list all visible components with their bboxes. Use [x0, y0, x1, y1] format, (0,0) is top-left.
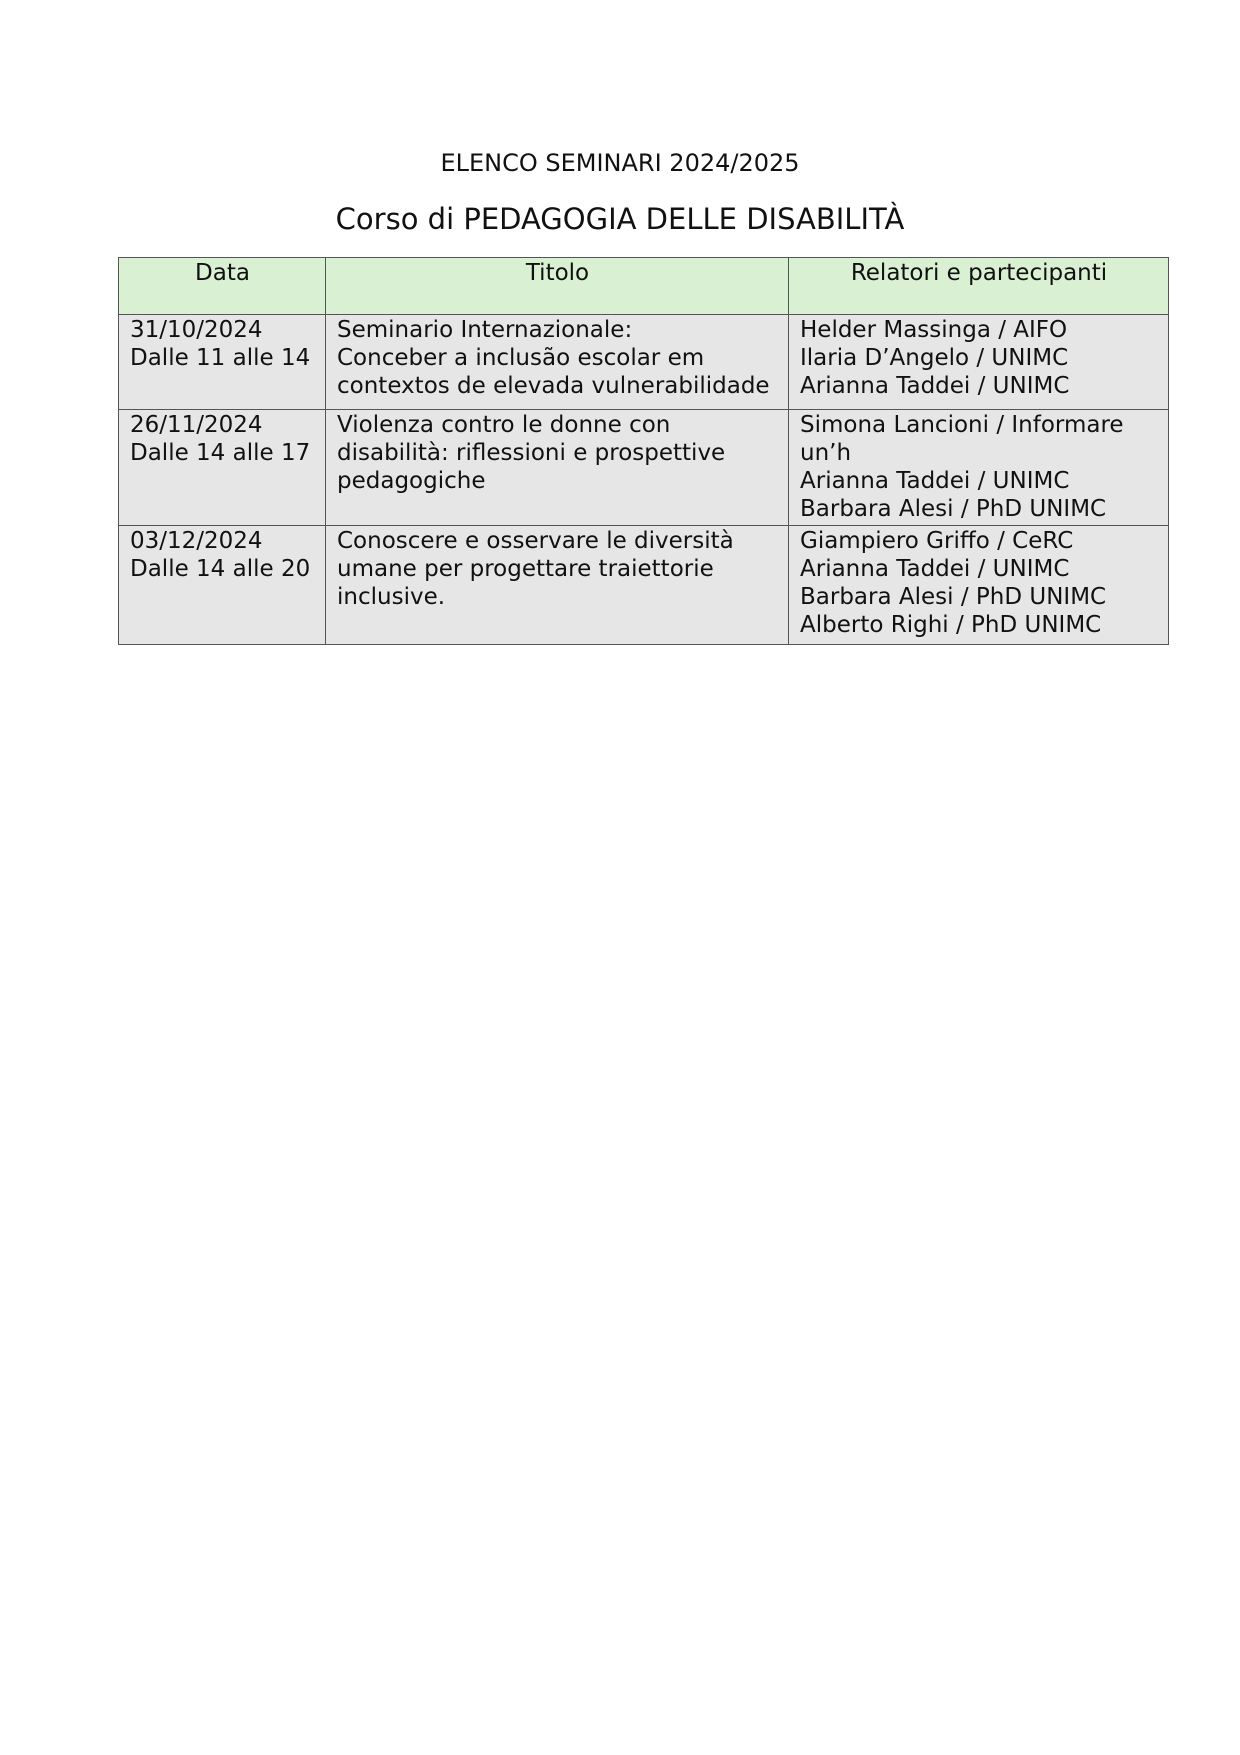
speaker: Barbara Alesi / PhD UNIMC: [800, 584, 1107, 610]
title-cell: [326, 526, 789, 645]
seminar-title-line: Violenza contro le donne con: [337, 412, 671, 438]
speaker: Arianna Taddei / UNIMC: [800, 556, 1070, 582]
table-row: [119, 410, 1169, 526]
speaker: Arianna Taddei / UNIMC: [800, 468, 1070, 494]
seminar-title-line: pedagogiche: [337, 468, 486, 494]
speaker: Alberto Righi / PhD UNIMC: [800, 612, 1102, 638]
seminar-time: Dalle 14 alle 17: [130, 440, 311, 466]
speaker: Helder Massinga / AIFO: [800, 317, 1068, 343]
table-header-row: [119, 258, 1169, 315]
seminar-title-line: inclusive.: [337, 584, 446, 610]
seminar-time: Dalle 11 alle 14: [130, 345, 311, 371]
seminar-title-line: Seminario Internazionale:: [337, 317, 633, 343]
seminar-title-line: Conceber a inclusão escolar em: [337, 345, 705, 371]
seminar-title-line: disabilità: riflessioni e prospettive: [337, 440, 726, 466]
date-cell: [119, 526, 326, 645]
speakers-cell: [789, 526, 1169, 645]
speaker: Ilaria D’Angelo / UNIMC: [800, 345, 1069, 371]
speakers-cell: [789, 315, 1169, 410]
seminar-date: 26/11/2024: [130, 412, 263, 438]
speaker: Giampiero Griffo / CeRC: [800, 528, 1074, 554]
speaker: Simona Lancioni / Informare un’h: [800, 412, 1124, 466]
speaker: Arianna Taddei / UNIMC: [800, 373, 1070, 399]
date-cell: [119, 315, 326, 410]
seminar-title-line: umane per progettare traiettorie: [337, 556, 714, 582]
column-header-titolo: Titolo: [326, 258, 789, 315]
title-cell: [326, 315, 789, 410]
table-row: [119, 526, 1169, 645]
date-cell: [119, 410, 326, 526]
seminar-table: [118, 257, 1169, 645]
seminar-time: Dalle 14 alle 20: [130, 556, 311, 582]
title-cell: [326, 410, 789, 526]
column-header-relatori: Relatori e partecipanti: [789, 258, 1169, 315]
document-title: ELENCO SEMINARI 2024/2025: [440, 149, 800, 177]
seminar-title-line: contextos de elevada vulnerabilidade: [337, 373, 770, 399]
table-row: [119, 315, 1169, 410]
speakers-cell: [789, 410, 1169, 526]
column-header-data: Data: [119, 258, 326, 315]
seminar-date: 03/12/2024: [130, 528, 263, 554]
seminar-title-line: Conoscere e osservare le diversità: [337, 528, 734, 554]
speaker: Barbara Alesi / PhD UNIMC: [800, 496, 1107, 522]
course-title: Corso di PEDAGOGIA DELLE DISABILITÀ: [335, 202, 905, 236]
seminar-date: 31/10/2024: [130, 317, 263, 343]
